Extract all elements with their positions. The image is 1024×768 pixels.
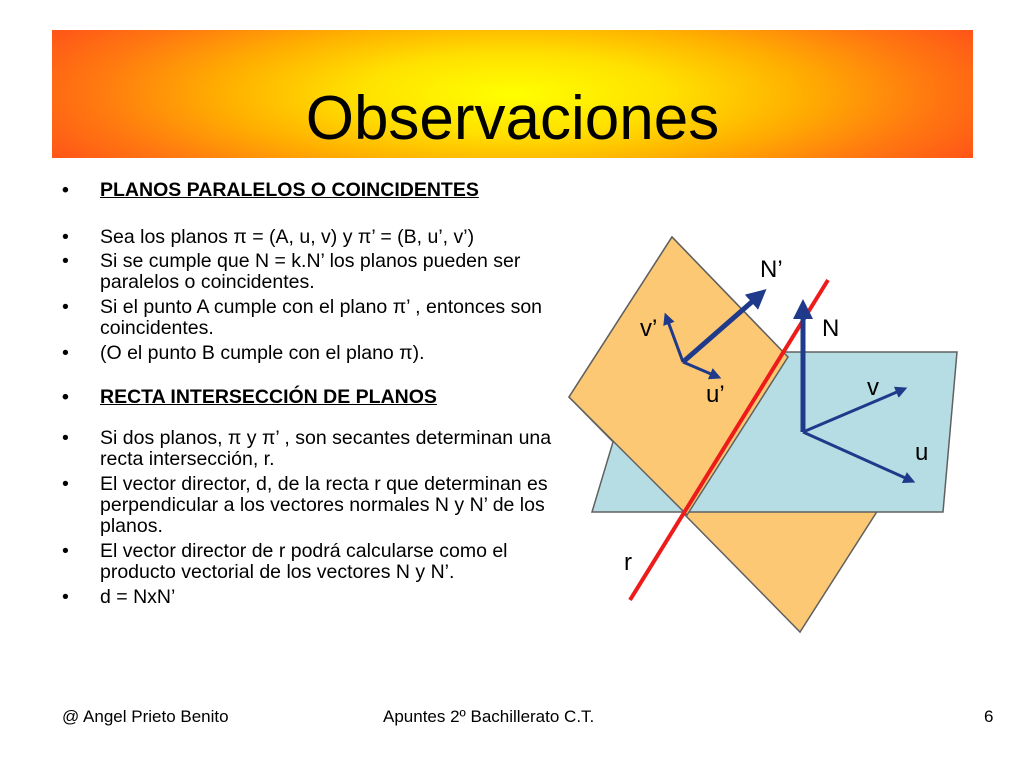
bullet-item: • PLANOS PARALELOS O COINCIDENTES [62,180,582,201]
label-u-prime: u’ [706,381,725,408]
label-n-prime: N’ [760,256,783,283]
bullet-item: • El vector director de r podrá calcularse como el producto vectorial de los vectores N y N’. [62,541,582,583]
label-r: r [624,549,632,576]
bullet-item: • d = NxN’ [62,587,582,608]
bullet-item: • (O el punto B cumple con el plano π). [62,343,582,364]
bullet-item: • Sea los planos π = (A, u, v) y π’ = (B, u’, v’) [62,227,582,248]
bullet-item: • Si se cumple que N = k.N’ los planos pueden ser paralelos o coincidentes. [62,251,582,293]
label-u: u [915,439,929,466]
footer-course: Apuntes 2º Bachillerato C.T. [383,707,595,726]
bullet-item: • El vector director, d, de la recta r que determinan es perpendicular a los vectores normales N y N’ de los planos. [62,474,582,537]
slide-title: Observaciones [305,84,720,153]
footer-author: @ Angel Prieto Benito [62,707,229,726]
label-v: v [867,374,879,401]
label-v-prime: v’ [640,315,658,342]
page-number: 6 [984,707,994,726]
bullet-item: • Si dos planos, π y π’ , son secantes determinan una recta intersección, r. [62,428,582,470]
bullet-item: • RECTA INTERSECCIÓN DE PLANOS [62,387,582,408]
label-n: N [822,315,840,342]
bullet-item: • Si el punto A cumple con el plano π’ , entonces son coincidentes. [62,297,582,339]
